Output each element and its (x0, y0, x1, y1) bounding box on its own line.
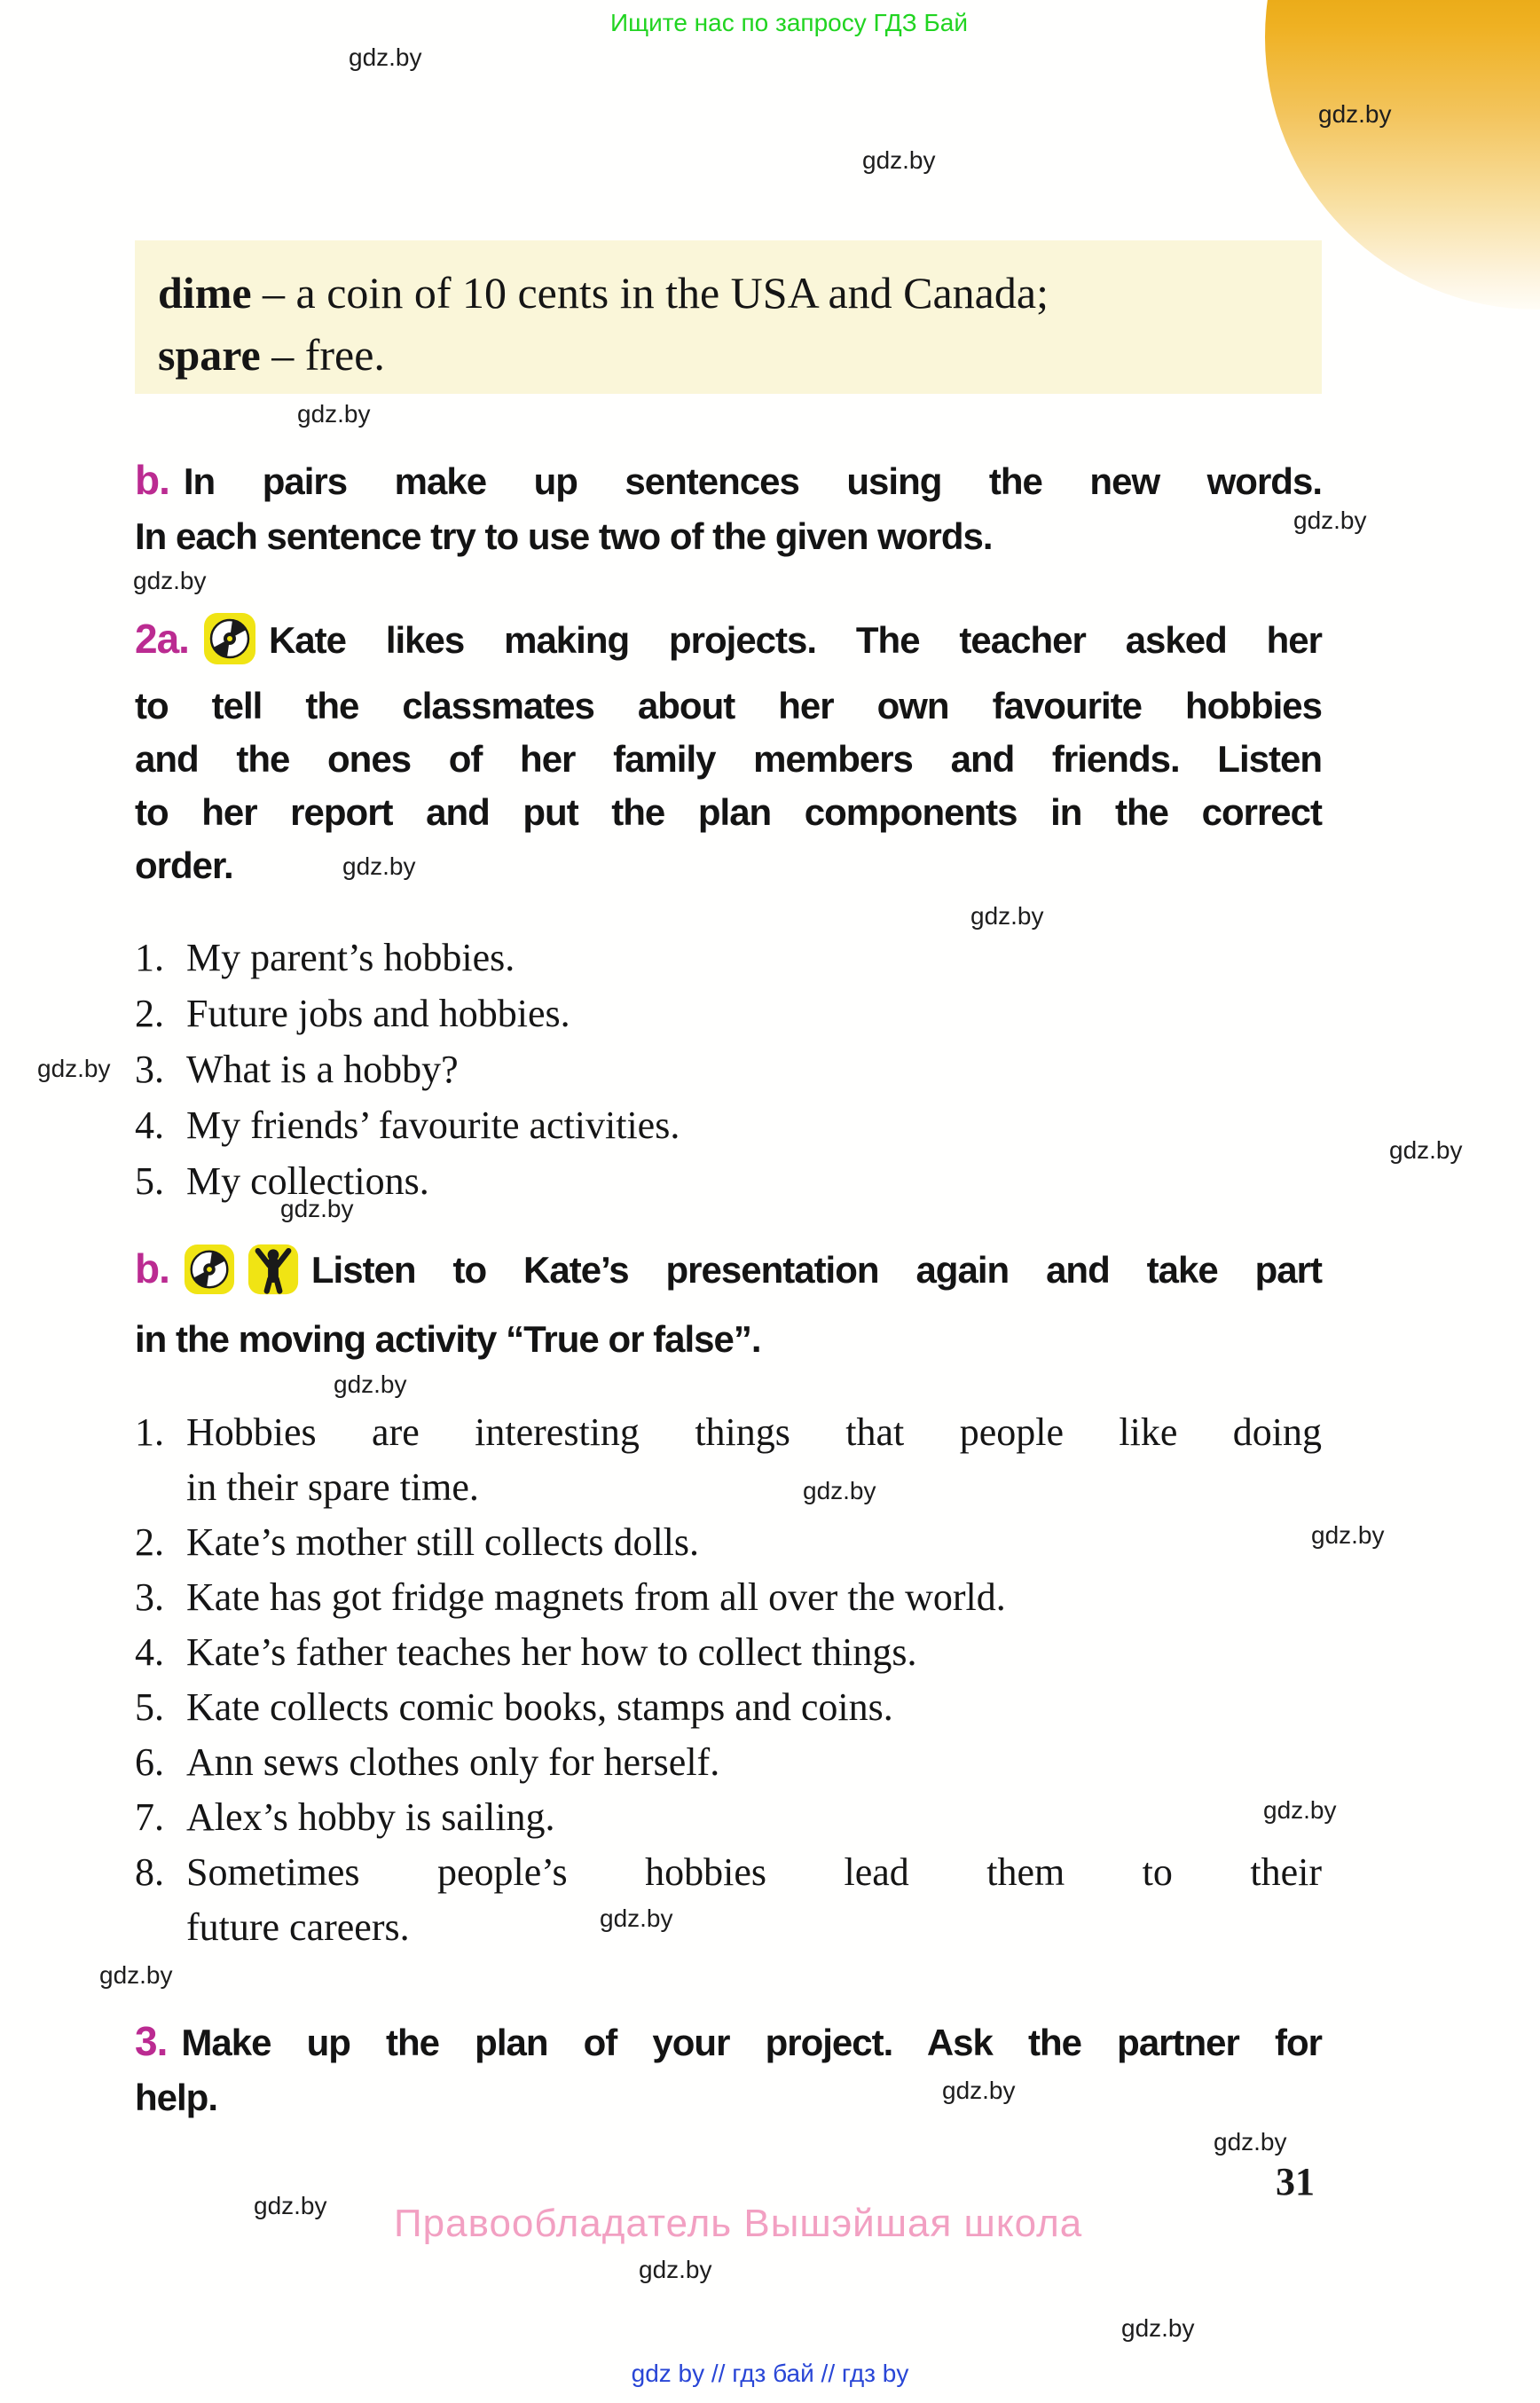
vocabulary-box (135, 240, 1322, 394)
vocab-definition: – free. (260, 330, 385, 380)
watermark: gdz.by (639, 2256, 712, 2283)
list-item (135, 1153, 1322, 1209)
item-text: future careers. (186, 1905, 410, 1949)
item-text: Sometimes people’s hobbies lead them to their (186, 1850, 1322, 1894)
person-icon (248, 1244, 299, 1311)
exercise-line: order. (135, 844, 233, 886)
watermark: gdz.by (1263, 1796, 1337, 1824)
cd-icon (184, 1244, 235, 1311)
item-text: Ann sews clothes only for herself. (186, 1740, 720, 1784)
watermark: gdz.by (37, 1055, 111, 1082)
vocab-word: dime (158, 268, 252, 318)
item-number: 7. (135, 1795, 164, 1839)
watermark: gdz.by (942, 2077, 1016, 2104)
exercise-b1 (135, 452, 1322, 564)
item-text: Future jobs and hobbies. (186, 992, 570, 1035)
list-item (135, 986, 1322, 1041)
exercise-text: Listen to Kate’s presentation again and take part (310, 1249, 1322, 1291)
list-item (135, 1515, 1322, 1570)
item-number: 4. (135, 1630, 164, 1674)
exercise-b2 (135, 1240, 1322, 1368)
list-item (135, 1735, 1322, 1790)
exercise-text: Make up the plan of your project. Ask the partner for (181, 2022, 1322, 2063)
exercise-line (135, 452, 1322, 509)
exercise-label: 2a. (135, 616, 189, 662)
item-number: 3. (135, 1575, 164, 1619)
cd-icon (203, 612, 256, 679)
list-item (135, 1625, 1322, 1680)
item-text: Kate’s mother still collects dolls. (186, 1520, 700, 1564)
watermark: gdz.by (1311, 1521, 1385, 1549)
watermark: gdz.by (334, 1370, 407, 1398)
vocab-entry (158, 267, 1049, 318)
watermark: gdz.by (342, 852, 416, 880)
watermark: gdz.by (349, 43, 422, 71)
exercise-line (135, 1240, 1322, 1311)
watermark: gdz.by (1293, 507, 1367, 534)
item-text: My parent’s hobbies. (186, 936, 515, 979)
exercise-3 (135, 2014, 1322, 2125)
watermark: gdz.by (862, 146, 936, 174)
footer-links[interactable]: gdz by // гдз бай // гдз by (631, 2360, 909, 2387)
exercise-label: b. (135, 1245, 169, 1292)
item-number: 3. (135, 1048, 164, 1091)
watermark: gdz.by (803, 1477, 876, 1504)
item-text: Alex’s hobby is sailing. (186, 1795, 555, 1839)
item-number: 6. (135, 1740, 164, 1784)
exercise-text: Kate likes making projects. The teacher asked her (268, 619, 1322, 661)
watermark: gdz.by (970, 902, 1044, 930)
watermark: gdz.by (133, 567, 207, 594)
watermark: gdz.by (297, 400, 371, 428)
watermark: gdz.by (600, 1904, 673, 1932)
item-number: 2. (135, 992, 164, 1035)
item-number: 5. (135, 1159, 164, 1203)
item-number: 5. (135, 1685, 164, 1729)
item-text: What is a hobby? (186, 1048, 459, 1091)
page-number: 31 (1276, 2160, 1315, 2203)
exercise-label: b. (135, 457, 169, 503)
list-item (135, 1680, 1322, 1735)
list-item (135, 1405, 1322, 1515)
list-item (135, 930, 1322, 986)
list-item (135, 1845, 1322, 1955)
item-text: in their spare time. (186, 1465, 479, 1509)
exercise-line: in the moving activity “True or false”. (135, 1318, 761, 1360)
exercise-line: and the ones of her family members and friends. Listen (135, 738, 1322, 780)
item-text: Kate has got fridge magnets from all over the world. (186, 1575, 1006, 1619)
item-number: 1. (135, 936, 164, 979)
watermark: gdz.by (280, 1195, 354, 1222)
exercise-text: In pairs make up sentences using the new words. (183, 460, 1322, 502)
vocab-definition: – a coin of 10 cents in the USA and Canada; (251, 268, 1049, 318)
item-number: 4. (135, 1103, 164, 1147)
watermark: gdz.by (254, 2192, 327, 2219)
vocab-entry (158, 329, 385, 381)
plan-list (135, 930, 1322, 1209)
item-text: My collections. (186, 1159, 429, 1203)
item-text: Hobbies are interesting things that people like doing (186, 1410, 1322, 1454)
list-item (135, 1097, 1322, 1153)
item-number: 1. (135, 1410, 164, 1454)
exercise-line: help. (135, 2077, 218, 2118)
exercise-label: 3. (135, 2018, 168, 2064)
exercise-line (135, 612, 1322, 679)
statements-list (135, 1405, 1322, 1955)
exercise-line (135, 2014, 1322, 2070)
item-text: Kate collects comic books, stamps and coins. (186, 1685, 893, 1729)
watermark: gdz.by (1318, 100, 1392, 128)
exercise-line: to her report and put the plan components in the correct (135, 791, 1322, 833)
list-item (135, 1041, 1322, 1097)
exercise-line: In each sentence try to use two of the given words. (135, 515, 993, 557)
watermark: gdz.by (1214, 2128, 1287, 2156)
watermark: gdz.by (1389, 1136, 1463, 1164)
watermark: gdz.by (99, 1961, 173, 1989)
item-text: Kate’s father teaches her how to collect things. (186, 1630, 917, 1674)
watermark: gdz.by (1121, 2314, 1195, 2342)
item-number: 8. (135, 1850, 164, 1894)
exercise-line: to tell the classmates about her own favourite hobbies (135, 685, 1322, 726)
exercise-2a (135, 612, 1322, 892)
publisher-line: Правообладатель Вышэйшая школа (394, 2202, 1083, 2245)
list-item (135, 1570, 1322, 1625)
promo-banner: Ищите нас по запросу ГДЗ Бай (610, 9, 969, 36)
list-item (135, 1790, 1322, 1845)
vocab-word: spare (158, 330, 261, 380)
item-number: 2. (135, 1520, 164, 1564)
item-text: My friends’ favourite activities. (186, 1103, 680, 1147)
